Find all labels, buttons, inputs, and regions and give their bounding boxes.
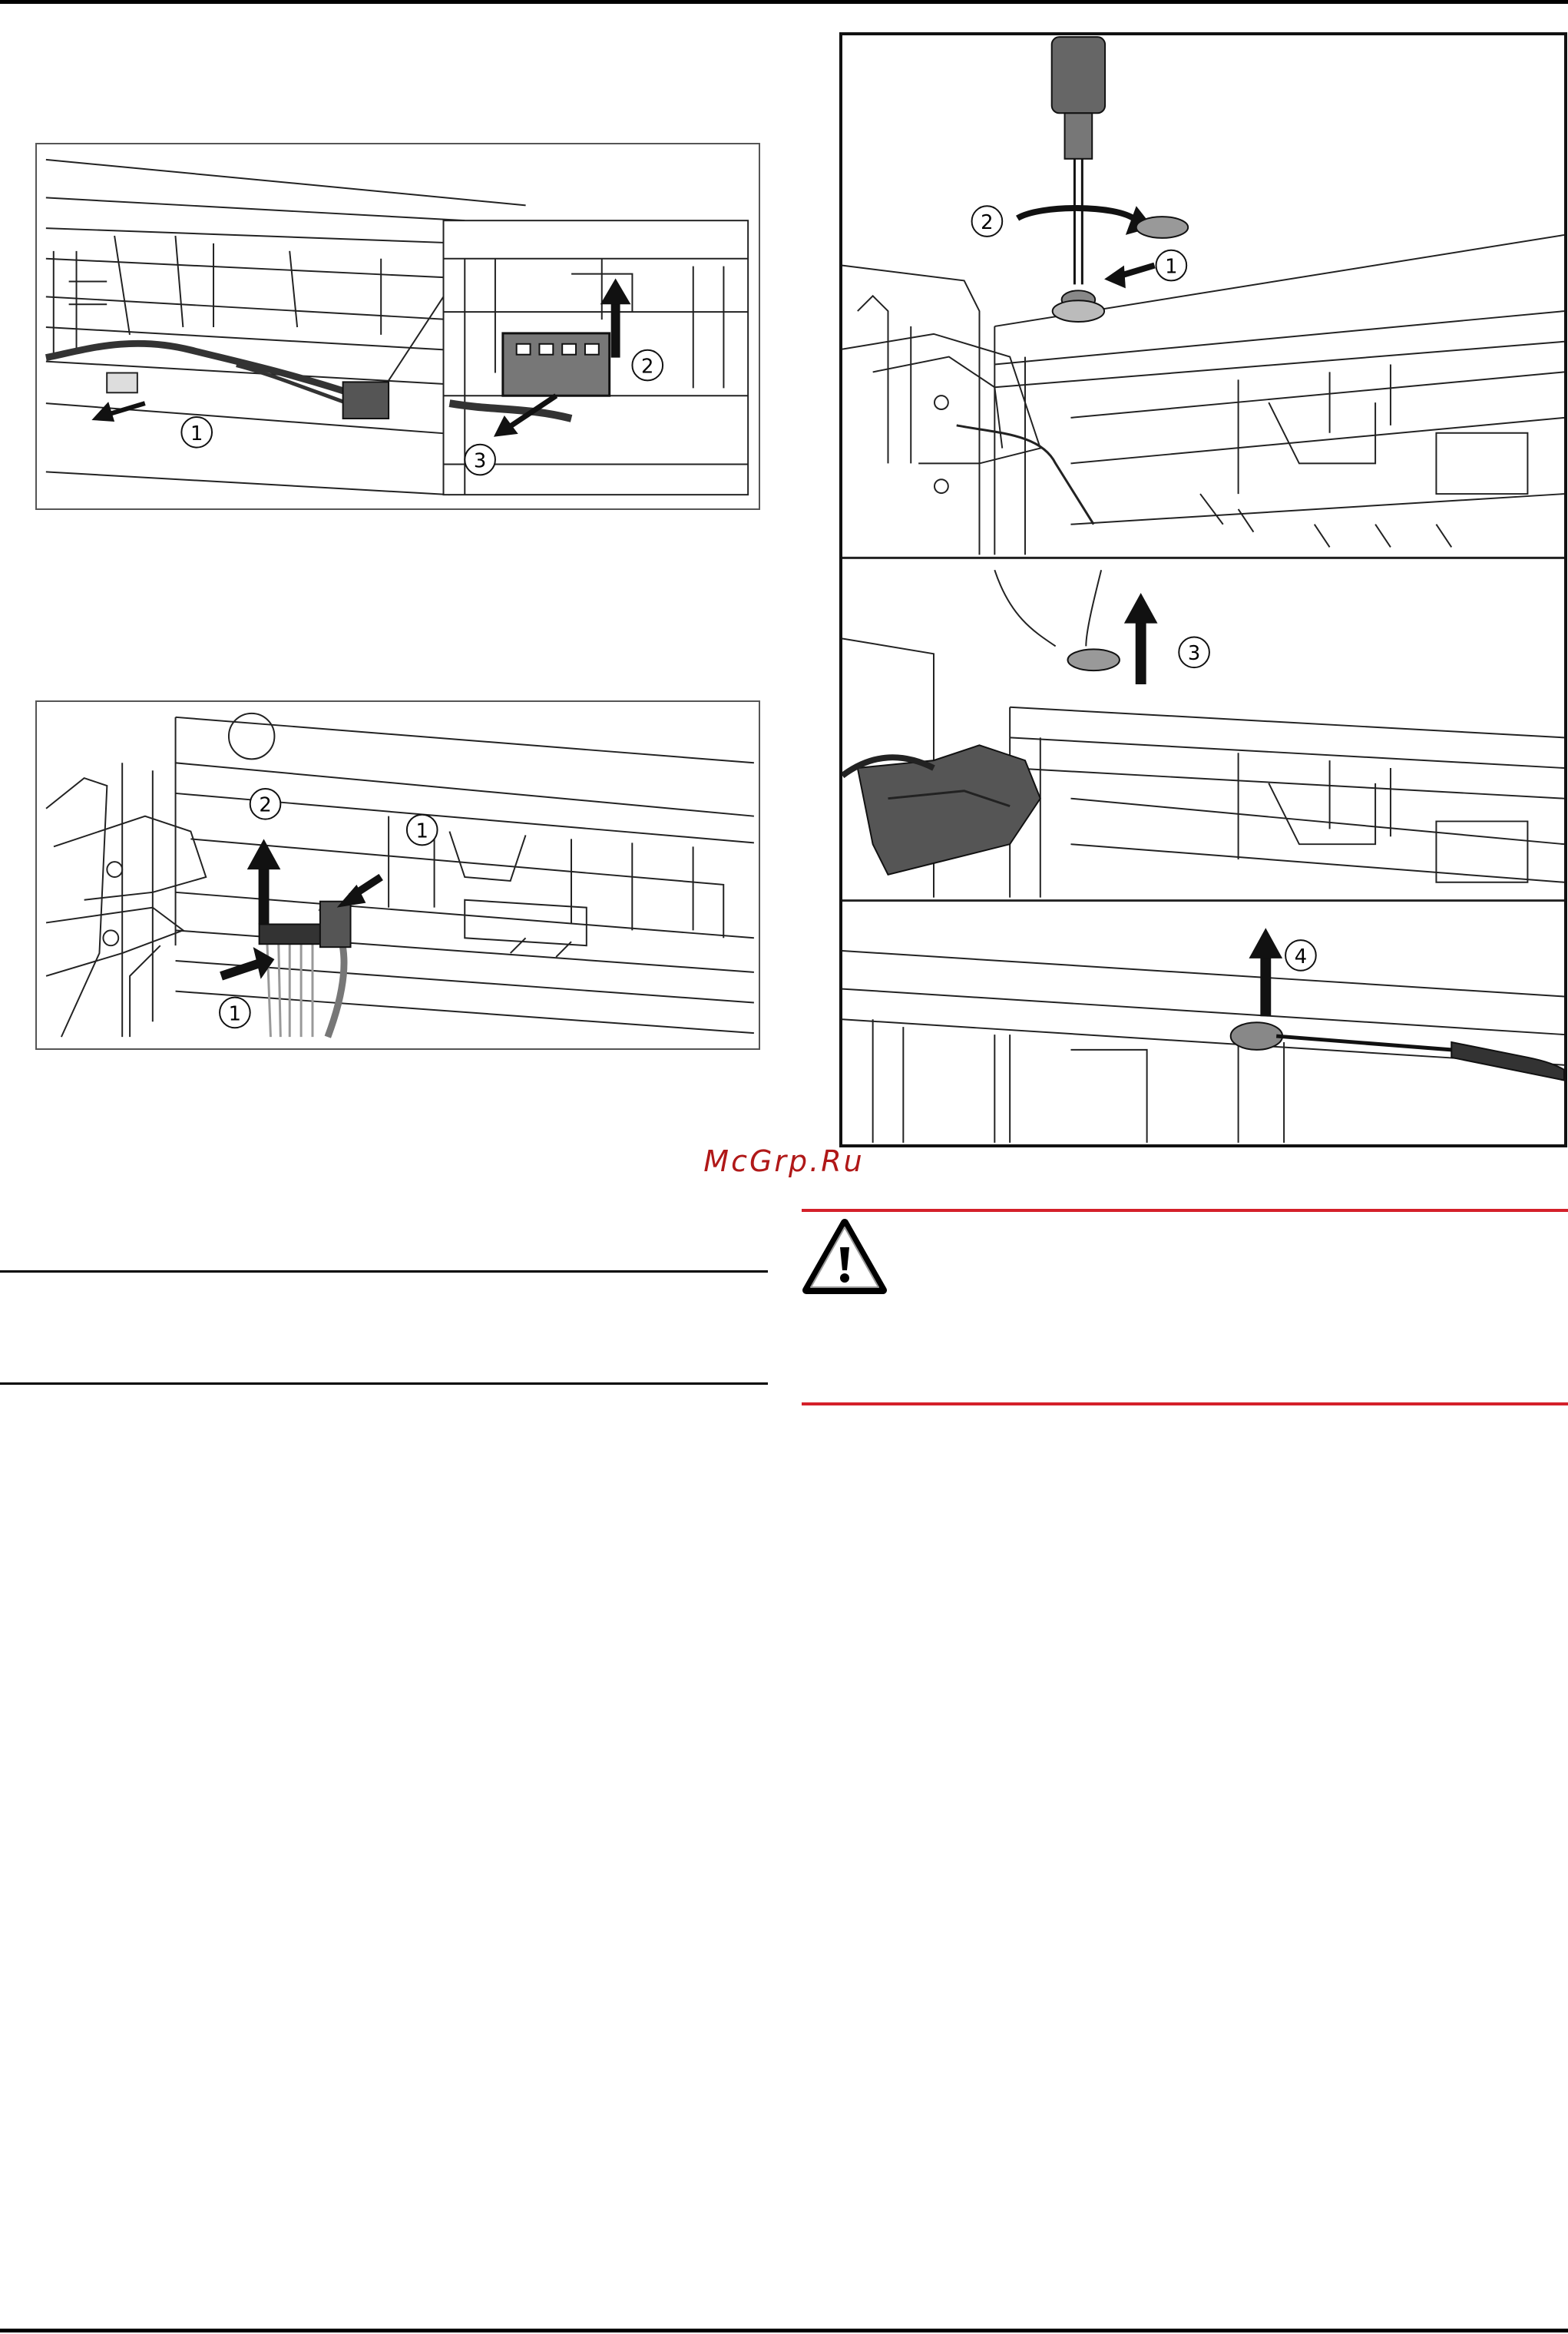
warning-triangle-icon (802, 1218, 888, 1295)
fig2-callout-1a: 1 (228, 1002, 242, 1026)
section-rule-upper (0, 1270, 768, 1273)
figure-connector-unplug (35, 143, 760, 510)
fig3-callout-1: 1 (1165, 255, 1178, 279)
warning-rule-bottom (802, 1402, 1568, 1405)
section-rule-lower (0, 1382, 768, 1385)
bottom-rule (0, 2329, 1568, 2332)
top-rule (0, 0, 1568, 4)
fig1-callout-1: 1 (190, 422, 203, 445)
fig3-callout-3: 3 (1187, 642, 1201, 666)
fig3-callout-4: 4 (1294, 945, 1308, 968)
figure-connector-unplug-drawing (37, 144, 759, 508)
figure-cable-clip-release-drawing (37, 702, 759, 1048)
figure-hinge-removal-drawing (842, 35, 1564, 1144)
fig1-callout-3: 3 (473, 449, 487, 473)
figure-cable-clip-release (35, 700, 760, 1050)
fig2-callout-1b: 1 (415, 819, 428, 843)
fig2-callout-2: 2 (259, 793, 272, 817)
fig3-callout-2: 2 (981, 211, 994, 234)
warning-rule-top (802, 1209, 1568, 1212)
fig1-callout-2: 2 (641, 355, 654, 379)
watermark: McGrp.Ru (703, 1144, 865, 1178)
figure-hinge-removal (839, 32, 1567, 1147)
